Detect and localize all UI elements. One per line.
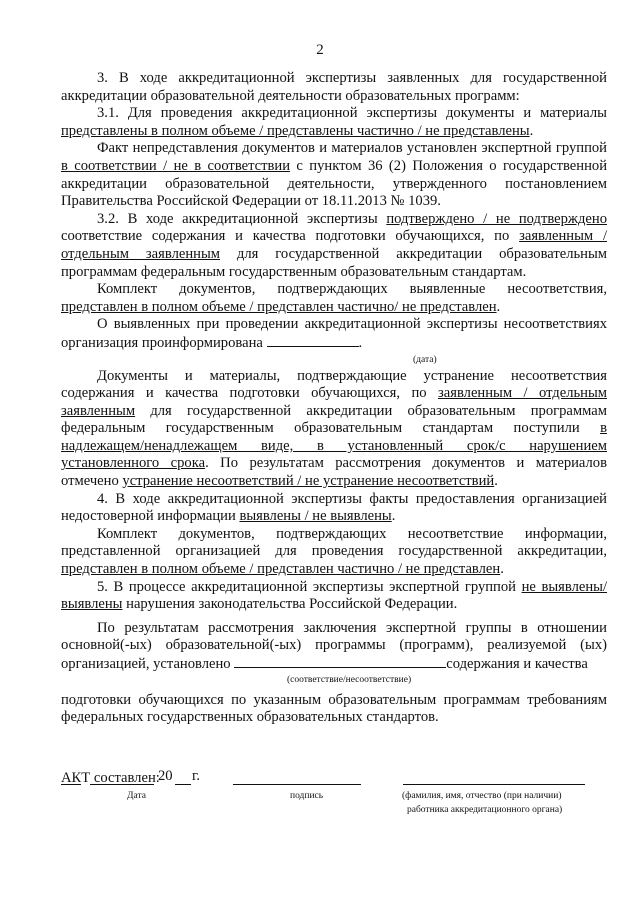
docs-text-b: для государственной аккредитации образовательным программам федеральным государственным образовательным стандартам поступили bbox=[61, 402, 607, 437]
fact-options: в соответствии / не в соответствии bbox=[61, 157, 291, 174]
fact-text-a: Факт непредставления документов и материалов установлен экспертной группой bbox=[97, 140, 607, 157]
year-prefix: 20 bbox=[158, 768, 173, 784]
section-3-2-text-c: для государственной аккредитации образовательным программам федеральным государственным образовательным стандартам. bbox=[61, 245, 608, 280]
section-4 bbox=[61, 491, 607, 526]
date-label: Дата bbox=[127, 791, 146, 801]
punct: . bbox=[529, 122, 534, 139]
signature-blank bbox=[233, 772, 361, 785]
result-caption: (соответствие/несоответствие) bbox=[287, 674, 412, 685]
komplekt-1-options: представлен в полном объеме / представлен частично/ не представлен bbox=[61, 298, 497, 315]
section-5 bbox=[61, 579, 607, 614]
name-blank bbox=[403, 772, 585, 785]
section-3-1-text: 3.1. Для проведения аккредитационной экспертизы документы и материалы bbox=[97, 105, 607, 122]
komplekt-2 bbox=[61, 526, 607, 579]
docs-text-c: . По результатам рассмотрения документов и материалов отмечено bbox=[61, 455, 607, 490]
section-3-intro bbox=[61, 70, 607, 105]
section-3-2-options-2: заявленным / отдельным заявленным bbox=[61, 228, 607, 262]
name-label-1: (фамилия, имя, отчество (при наличии) bbox=[402, 791, 562, 801]
punct: . bbox=[391, 508, 396, 525]
section-3-2 bbox=[61, 211, 607, 281]
punct: . bbox=[494, 473, 498, 490]
akt-label: АКТ составлен: bbox=[61, 769, 160, 786]
year-suffix: г. bbox=[192, 768, 200, 784]
komplekt-2-options: представлен в полном объеме / представлен частично / не представлен bbox=[61, 561, 501, 578]
signature-row bbox=[61, 768, 607, 838]
result-text-a: По результатам рассмотрения заключения экспертной группы в отношении основной(-ых) образовательной(-ых) программы (программ), реализуемой (ых) организацией, установлено bbox=[61, 619, 607, 672]
name-label-2: работника аккредитационного органа) bbox=[407, 805, 563, 815]
page-number: 2 bbox=[316, 42, 324, 58]
docs-text-a: Документы и материалы, подтверждающие устранение несоответствия содержания и качества подготовки обучающихся, по bbox=[61, 367, 607, 402]
result-blank bbox=[234, 655, 446, 668]
result-continuation bbox=[61, 692, 607, 727]
section-3-1 bbox=[61, 105, 607, 140]
section-4-text: 4. В ходе аккредитационной экспертизы факты предоставления организацией недостоверной информации bbox=[61, 490, 607, 525]
date-caption: (дата) bbox=[413, 354, 437, 365]
section-3-text: 3. В ходе аккредитационной экспертизы заявленных для государственной аккредитации образовательной деятельности образовательных программ: bbox=[61, 70, 607, 104]
date-blank bbox=[267, 334, 359, 347]
inform-paragraph bbox=[61, 316, 607, 352]
day-blank bbox=[61, 772, 81, 785]
docs-options-3: устранение несоответствий / не устранение несоответствий bbox=[122, 473, 495, 490]
signature-label: подпись bbox=[290, 791, 324, 801]
result-paragraph bbox=[61, 620, 607, 674]
section-3-1-options: представлены в полном объеме / представлены частично / не представлены bbox=[61, 122, 530, 139]
result-text-b: содержания и качества bbox=[446, 656, 588, 672]
komplekt-1-text: Комплект документов, подтверждающих выявленные несоответствия, bbox=[97, 281, 607, 298]
docs-options-1: заявленным / отдельным заявленным bbox=[61, 385, 607, 419]
section-5-text-a: 5. В процессе аккредитационной экспертизы экспертной группой bbox=[97, 578, 522, 595]
punct: . bbox=[500, 561, 504, 578]
section-5-text-b: нарушения законодательства Российской Федерации. bbox=[122, 596, 458, 613]
komplekt-2-text: Комплект документов, подтверждающих несоответствие информации, представленной организацией для проведения государственной аккредитации, bbox=[61, 525, 607, 560]
komplekt-1 bbox=[61, 281, 607, 316]
section-3-2-text-b: соответствие содержания и качества подготовки обучающихся, по bbox=[61, 228, 520, 245]
section-5-options: не выявлены/выявлены bbox=[61, 578, 607, 613]
month-blank bbox=[90, 772, 154, 785]
result-text-c: подготовки обучающихся по указанным образовательным программам требованиям федеральных государственных образовательных стандартов. bbox=[61, 691, 607, 726]
fact-text-b: с пунктом 36 (2) Положения о государственной аккредитации образовательной деятельности, утвержденного постановлением Правительства Российской Федерации от 18.11.2013 № 1039. bbox=[61, 157, 607, 210]
docs-paragraph bbox=[61, 368, 607, 491]
year-blank bbox=[175, 772, 191, 785]
docs-options-2: в надлежащем/ненадлежащем виде, в установленный срок/с нарушением установленного срока bbox=[61, 420, 607, 472]
fact-paragraph bbox=[61, 140, 607, 210]
section-4-options: выявлены / не выявлены bbox=[239, 508, 392, 525]
section-3-2-text-a: 3.2. В ходе аккредитационной экспертизы bbox=[97, 210, 387, 227]
inform-text: О выявленных при проведении аккредитационной экспертизы несоответствиях организация проинформирована bbox=[61, 316, 607, 351]
punct: . bbox=[358, 334, 363, 351]
document-body bbox=[61, 70, 607, 787]
punct: . bbox=[496, 298, 501, 315]
section-3-2-options-1: подтверждено / не подтверждено bbox=[386, 210, 608, 227]
